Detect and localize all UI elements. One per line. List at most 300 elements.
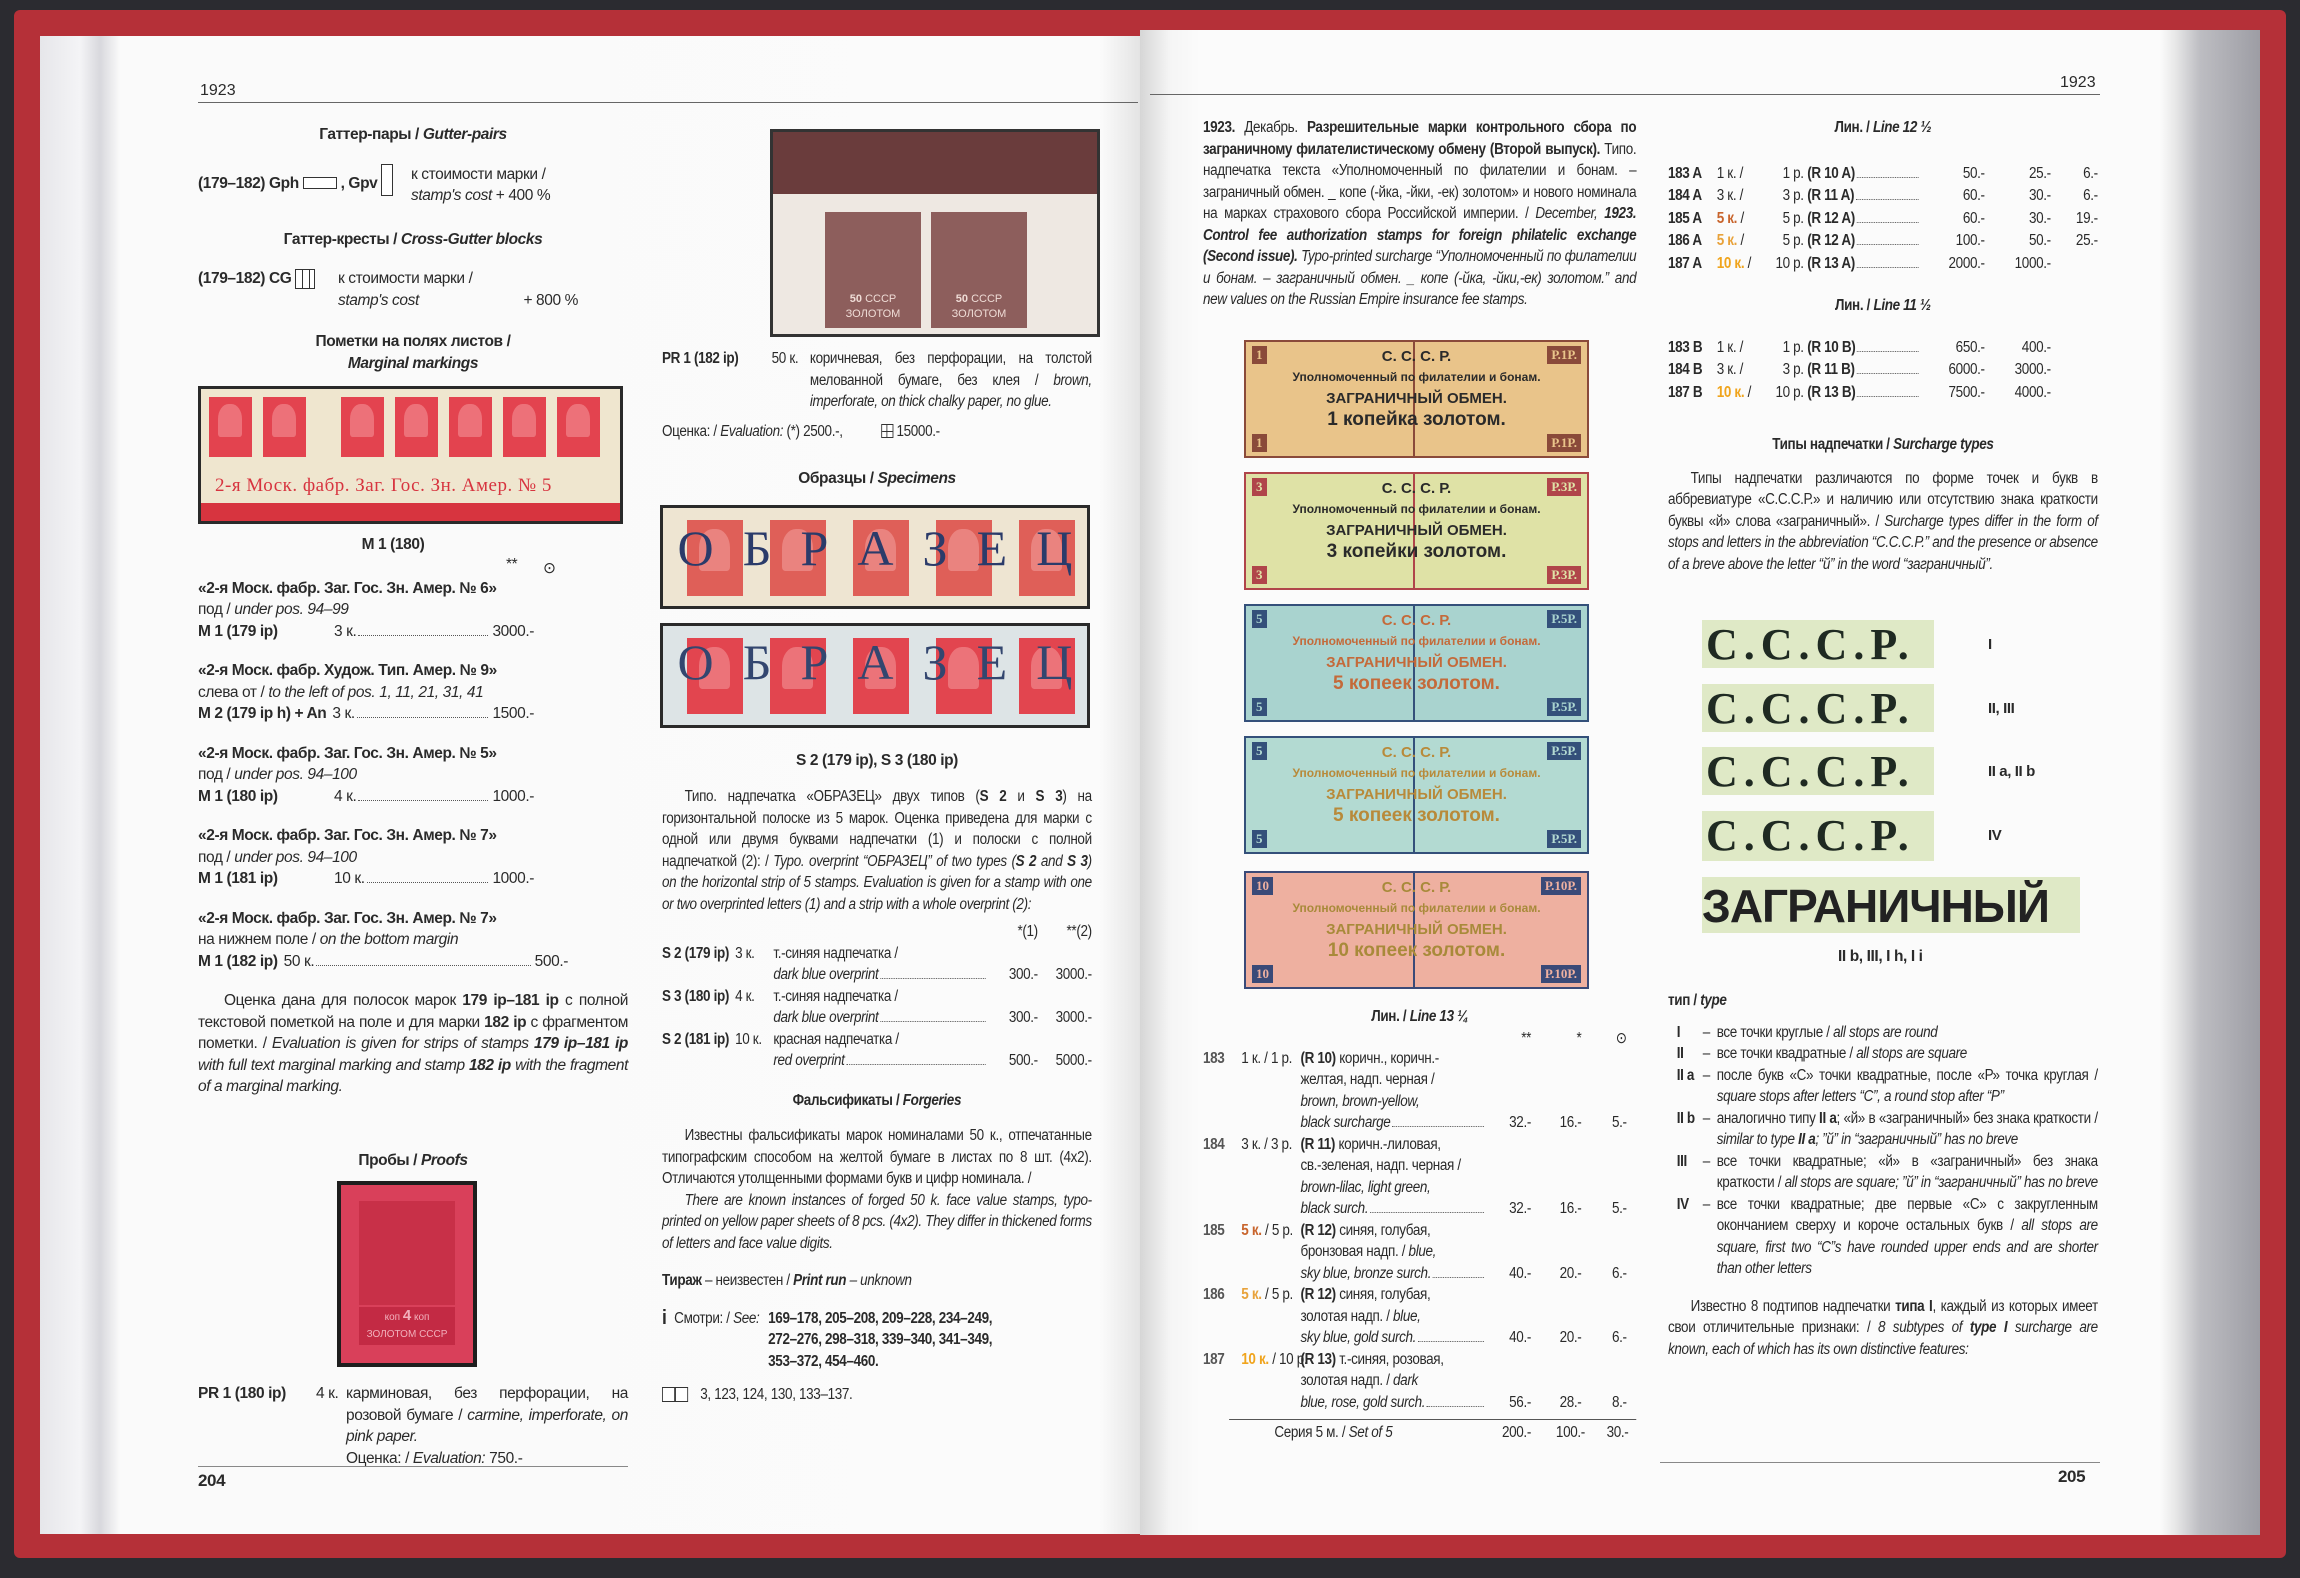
overprint-letter: А <box>857 520 894 576</box>
forgeries-ru <box>662 1125 1092 1190</box>
specimen-row <box>662 1029 1092 1051</box>
specimen-strip-s3 <box>660 623 1090 728</box>
catalog-number: 187 A <box>1668 254 1702 272</box>
left-column-2 <box>662 348 1092 442</box>
dash: – <box>1702 1109 1710 1127</box>
text-segment: Gutter-pairs <box>422 126 507 143</box>
text-segment: Типо. надпечатка «ОБРАЗЕЦ» двух типов ( <box>684 788 980 805</box>
surcharge-cccp: С. С. С. Р. <box>1381 879 1452 896</box>
surcharge-text <box>1246 742 1587 826</box>
new-face-value: 1 к. <box>1241 1049 1261 1067</box>
catalog-row <box>1668 230 2098 253</box>
new-face-value: 5 к. <box>1241 1221 1262 1239</box>
face-value-cell <box>1717 163 1771 186</box>
see-refs[interactable]: 169–178, 205–208, 209–228, 234–249, 272–276, 298–318, 339–340, 341–349, 353–372, 454–460. <box>768 1309 993 1370</box>
insurance-stamp <box>1244 604 1589 722</box>
entry-price: 500.- <box>534 952 568 970</box>
desc-text <box>1300 1327 1416 1349</box>
text-segment: brown, brown-yellow, <box>1300 1092 1420 1110</box>
text-segment: black surch. <box>1300 1200 1369 1217</box>
desc-text <box>1300 1222 1430 1239</box>
text-segment: и <box>1006 788 1036 805</box>
specimen-code: S 2 (181 ip) <box>662 1030 730 1048</box>
text-segment: 1923. Control fee authorization stamps for foreign philatelic exchange (Second issue). <box>1203 205 1637 265</box>
text-segment: sky blue, bronze surch. <box>1300 1264 1432 1282</box>
forgeries-en <box>662 1190 1092 1255</box>
dash: – <box>1702 1152 1710 1170</box>
dot-leader <box>1392 1126 1484 1127</box>
proof-stamp-image <box>337 1181 477 1367</box>
insurance-stamp <box>1244 340 1589 458</box>
dot-leader <box>880 1021 985 1022</box>
page-number-left: 204 <box>198 1471 226 1490</box>
face-value <box>1241 1134 1300 1220</box>
catalog-number: 186 A <box>1668 232 1702 249</box>
specimen-strip-s2 <box>660 505 1090 609</box>
face-value <box>1241 1048 1300 1134</box>
right-column-2 <box>1668 117 2098 575</box>
dot-leader <box>358 635 488 636</box>
specimen-desc-en: dark blue overprint <box>773 1009 879 1026</box>
surcharge-text <box>1246 877 1587 961</box>
text-segment: Типо. надпечатка текста «Уполномоченный по филателии и бонам. – заграничный обмен. _ копе (-йка, -йки, -ек) золотом» и нового номинала на марках страхового сбора Российской империи. / <box>1203 140 1637 222</box>
desc-text <box>1300 1286 1430 1303</box>
entry-title: «2-я Моск. фабр. Заг. Гос. Зн. Амер. № 7» <box>198 909 497 927</box>
text-segment: Известны фальсификаты марок номиналами 50 к., отпечатанные типографским способом на желтой бумаге в листах по 8 шт. (4x2). Отличаются утолщенными формами букв и цифр номинала. / <box>662 1127 1092 1187</box>
dot-leader <box>880 978 985 979</box>
text-segment: бронзовая надп. / <box>1300 1243 1409 1260</box>
text-segment: золотая надп. / <box>1300 1307 1394 1325</box>
overprint-letter: Ц <box>1036 634 1073 690</box>
old-value: 1 р. <box>1782 338 1804 356</box>
text-segment: синяя, голубая, <box>1335 1221 1431 1239</box>
catalog-row <box>1203 1048 1636 1134</box>
face-value-cell <box>1717 359 1771 382</box>
entry-price: 1000.- <box>492 787 534 805</box>
denomination-box: Р.10Р. <box>1541 877 1581 895</box>
page-number-right: 205 <box>2058 1467 2086 1486</box>
sample-type-label: II a, II b <box>1988 763 2035 780</box>
specimen-desc: красная надпечатка / <box>773 1030 899 1048</box>
denomination-box: Р.5Р. <box>1547 610 1581 628</box>
price: 6000.- <box>1948 361 1985 378</box>
catalog-number: 185 A <box>1668 209 1702 227</box>
type-label: IV <box>1676 1195 1689 1213</box>
denomination-box: Р.10Р. <box>1541 965 1581 983</box>
denomination-box: Р.5Р. <box>1547 830 1581 848</box>
text-segment: Forgeries <box>902 1091 962 1109</box>
text-segment: There are known instances of forged 50 k. face value stamps, typo-printed on yellow paper sheets of 8 pcs. (4x2). They differ in thickened forms of letters and face value digits. <box>662 1191 1092 1252</box>
face-value <box>1241 1284 1300 1349</box>
surcharge-line: Уполномоченный по филателии и бонам. <box>1292 901 1541 915</box>
stamp-country: СССР <box>971 293 1003 305</box>
overprint-letter: Б <box>742 520 772 576</box>
new-face-value: 3 к. <box>1716 361 1737 378</box>
text-segment: 1923. <box>1203 119 1236 136</box>
text-segment: Typo. overprint “ОБРАЗЕЦ” of two types ( <box>773 852 1016 870</box>
sample-type-label: IV <box>1988 827 2002 844</box>
text-segment: 750.- <box>485 1449 523 1467</box>
desc-text <box>1300 1308 1420 1325</box>
face-value-cell <box>1717 337 1771 360</box>
desc-line <box>1300 1370 1487 1392</box>
desc-text <box>1300 1157 1460 1174</box>
denomination-box: 10 <box>1252 965 1273 983</box>
col-mint: ** <box>506 555 518 573</box>
cccp-sample: С.С.С.Р. <box>1702 684 1934 732</box>
desc-text <box>1300 1372 1417 1389</box>
text-segment: все точки квадратные; две первые «С» с закругленным окончанием сверху и короче остальных букв / <box>1716 1195 2098 1234</box>
dot-leader <box>357 717 489 718</box>
catalog-row <box>1203 1134 1636 1220</box>
old-value: 10 р. <box>1775 383 1804 401</box>
marginal-heading-en: Marginal markings <box>347 354 479 372</box>
specimen-row-en <box>662 964 1092 986</box>
running-head-left: 1923 <box>200 82 236 99</box>
dot-leader <box>316 965 530 966</box>
text-segment: (R 10) <box>1300 1049 1336 1067</box>
col-header-2: **(2) <box>1066 923 1092 940</box>
denomination-box: 1 <box>1252 434 1267 452</box>
specimens-heading <box>662 468 1092 490</box>
catalog-row <box>1668 382 2098 405</box>
old-value: / 5 р. <box>1261 1221 1293 1239</box>
surcharge-line: ЗАГРАНИЧНЫЙ ОБМЕН. <box>1326 921 1507 938</box>
slash: / <box>1736 164 1744 182</box>
surcharge-line: Уполномоченный по филателии и бонам. <box>1292 766 1541 780</box>
desc-text <box>1300 1198 1368 1220</box>
gutter-text: к стоимости марки / <box>411 165 546 183</box>
zagranichny-sample: ЗАГРАНИЧНЫЙ <box>1702 877 2080 933</box>
proof-182-block-price: 15000.- <box>896 422 940 440</box>
entry-position <box>198 764 628 786</box>
catalog-desc <box>1300 1220 1487 1285</box>
proof-entry <box>198 1383 628 1469</box>
text-segment: Proofs <box>420 1152 468 1169</box>
text-segment: Оценка: / <box>662 422 721 440</box>
text-segment: similar to type <box>1716 1131 1799 1148</box>
dot-leader <box>846 1064 985 1065</box>
text-segment: (R 12) <box>1300 1221 1336 1239</box>
text-segment: Декабрь. <box>1235 119 1307 136</box>
price: 100.- <box>1555 1424 1585 1441</box>
cross-gutter-heading <box>198 229 628 251</box>
denomination-box: 3 <box>1252 566 1267 584</box>
marginal-entries <box>198 534 628 1098</box>
insurance-stamp <box>1244 871 1589 989</box>
old-value: 1 р. <box>1782 164 1804 182</box>
r-number: (R 12 A) <box>1807 232 1855 249</box>
slash: / <box>1744 383 1752 401</box>
text-segment: ; ”й” in “заграничный” has no breve <box>1815 1131 2018 1148</box>
left-column-1 <box>198 124 628 374</box>
price: 20.- <box>1559 1264 1582 1282</box>
text-segment: , каждый из которых имеет свои отличительные признаки: / <box>1668 1297 2098 1336</box>
stamp-gold: ЗОЛОТОМ <box>951 308 1007 320</box>
surcharge-value: 10 копеек золотом. <box>1327 940 1506 961</box>
denomination-box: Р.5Р. <box>1547 698 1581 716</box>
catalog-desc <box>1300 1134 1487 1220</box>
text-segment: – unknown <box>846 1272 912 1289</box>
catalog-row <box>1668 185 2098 208</box>
text-segment: 8 subtypes of <box>1878 1319 1970 1336</box>
face-value-cell <box>1717 382 1771 405</box>
marginal-note <box>198 990 628 1098</box>
entry-position <box>198 599 628 621</box>
cccp-sample: С.С.С.Р. <box>1702 620 1934 668</box>
price-1: 300.- <box>1008 966 1038 983</box>
gutter-pairs-entry <box>198 164 628 207</box>
text-segment: all stops are square <box>1856 1045 1967 1062</box>
marginal-entry <box>198 578 628 643</box>
desc-line <box>1300 1177 1487 1199</box>
text-segment: Surcharge types differ in the form of stops and letters in the abbreviation “C.C.C.P.” and the presence or absence of a breve above the letter “й” in the word “заграничный”. <box>1668 512 2098 573</box>
dot-leader <box>1370 1212 1484 1213</box>
price: 30.- <box>2028 187 2051 204</box>
text-segment: под / <box>198 848 235 866</box>
denomination-box: Р.5Р. <box>1547 742 1581 760</box>
proof-182-value: 50 к. <box>771 350 799 367</box>
insurance-stamp <box>1244 472 1589 590</box>
issue-intro <box>1203 117 1636 311</box>
text-segment: Line <box>1873 297 1900 314</box>
gutter-pct: + 400 % <box>495 187 551 204</box>
face-value-cell <box>1717 230 1771 253</box>
text-segment: under pos. 94–100 <box>234 766 357 783</box>
cross-gutter-entry <box>198 268 628 311</box>
specimen-row <box>662 986 1092 1008</box>
gutter-sep: , Gpv <box>340 174 378 192</box>
text-segment: Серия 5 м. / <box>1274 1424 1349 1441</box>
line-11-heading <box>1668 295 2098 317</box>
new-face-value: 3 к. <box>1241 1135 1261 1153</box>
text-segment: Пробы / <box>358 1152 421 1169</box>
price: 8.- <box>1611 1393 1627 1411</box>
text-segment: Лин. / <box>1834 297 1874 314</box>
type-label: II <box>1676 1045 1684 1062</box>
desc-line <box>1300 1349 1487 1371</box>
price: 50.- <box>1962 164 1985 182</box>
text-segment: all stops are round <box>1833 1023 1938 1041</box>
catalog-number: 184 A <box>1668 187 1702 204</box>
price: 40.- <box>1509 1264 1531 1282</box>
desc-text <box>1300 1263 1431 1285</box>
price-cols <box>1487 1263 1626 1285</box>
dash: – <box>1702 1023 1710 1041</box>
surcharge-value: 1 копейка золотом. <box>1327 409 1506 430</box>
dash: – <box>1702 1045 1710 1062</box>
text-segment: Образцы / <box>798 470 878 487</box>
text-segment: на нижнем поле / <box>198 931 320 948</box>
gutter-text-en: stamp's cost <box>411 187 492 204</box>
proof-182-code: PR 1 (182 ip) <box>662 350 739 367</box>
r-number: (R 10 A) <box>1807 164 1855 182</box>
surcharge-value: 3 копейки золотом. <box>1326 541 1507 562</box>
text-segment: blue, <box>1408 1243 1437 1260</box>
specimen-overprint <box>663 634 1087 690</box>
price: 40.- <box>1509 1329 1531 1346</box>
col-used: ⊙ <box>1615 1029 1627 1047</box>
price: 19.- <box>2075 209 2098 227</box>
text-segment: тип / <box>1668 992 1701 1009</box>
new-face-value: 5 к. <box>1716 209 1738 227</box>
price-1: 300.- <box>1008 1009 1038 1026</box>
marginal-strip-text: 2-я Моск. фабр. Заг. Гос. Зн. Амер. № 5 <box>215 475 552 496</box>
surcharge-line: ЗАГРАНИЧНЫЙ ОБМЕН. <box>1326 786 1507 803</box>
text-segment: под / <box>198 601 235 618</box>
old-value: 3 р. <box>1782 361 1804 378</box>
col-hinged: * <box>1576 1029 1582 1047</box>
text-segment: Evaluation is given for strips of stamps <box>271 1035 534 1052</box>
sample-type-label: I <box>1988 636 1992 653</box>
price-row <box>198 703 534 725</box>
proof-desc <box>346 1383 628 1448</box>
word-sample-caption: II b, III, I h, I i <box>1838 948 1923 965</box>
insurance-stamp <box>1244 736 1589 854</box>
entry-title: «2-я Моск. фабр. Худож. Тип. Амер. № 9» <box>198 662 497 679</box>
price: 650.- <box>1955 338 1985 356</box>
type-desc <box>1717 1065 2098 1108</box>
text-segment: 12 ½ <box>1899 119 1932 136</box>
text-segment: св.-зеленая, надп. черная / <box>1300 1157 1461 1174</box>
text-segment: II a <box>1819 1109 1837 1127</box>
denomination-box: Р.3Р. <box>1547 478 1581 496</box>
footer-rule <box>198 1466 628 1467</box>
overprint-letter: Р <box>800 520 829 576</box>
slash: / <box>1737 232 1744 249</box>
catalog-row <box>1668 208 2098 231</box>
surcharge-text <box>1246 610 1587 694</box>
price-row <box>198 951 568 973</box>
price-2: 5000.- <box>1055 1052 1092 1069</box>
text-segment: синяя, голубая, <box>1335 1286 1431 1303</box>
denomination-box: Р.1Р. <box>1547 434 1581 452</box>
text-segment: blue, <box>1393 1307 1421 1325</box>
proofs-heading <box>198 1150 628 1172</box>
price-cols <box>1487 1198 1626 1220</box>
face-value <box>1241 1349 1308 1414</box>
slash: / <box>1736 187 1744 204</box>
entry-price: 3000.- <box>492 622 534 640</box>
cccp-sample: С.С.С.Р. <box>1702 747 1934 795</box>
desc-text <box>1300 1071 1434 1088</box>
forgeries-heading <box>662 1090 1092 1112</box>
price: 20.- <box>1559 1329 1582 1346</box>
types-list <box>1668 990 2098 1360</box>
surcharge-text <box>1246 346 1587 430</box>
dot-leader <box>1857 177 1919 178</box>
catalog-number: 186 <box>1203 1286 1225 1303</box>
text-segment: Evaluation: <box>720 422 784 440</box>
specimen-row-en <box>662 1050 1092 1072</box>
literature-book-icon <box>662 1387 688 1402</box>
text-segment: Гаттер-кресты / <box>283 230 401 248</box>
denomination-box: 1 <box>1252 346 1267 364</box>
denomination-box: 3 <box>1252 478 1267 496</box>
text-segment: 179 ip–181 ip <box>462 992 559 1009</box>
surcharge-line: ЗАГРАНИЧНЫЙ ОБМЕН. <box>1326 522 1507 539</box>
text-segment: Лин. / <box>1371 1008 1410 1025</box>
specimen-value: 10 к. <box>735 1030 762 1048</box>
type-label: II a <box>1676 1066 1695 1084</box>
specimen-desc: т.-синяя надпечатка / <box>773 944 898 962</box>
dark-margin <box>773 132 1097 194</box>
text-segment: Specimens <box>877 470 956 487</box>
tablet-value: 4 <box>402 1307 412 1324</box>
price-cols <box>1487 1392 1626 1414</box>
text-segment: с фрагментом пометки. / <box>198 1013 628 1052</box>
desc-text <box>1300 1050 1438 1067</box>
text-segment: S 3 <box>1035 788 1063 805</box>
entry-title: «2-я Моск. фабр. Заг. Гос. Зн. Амер. № 5» <box>198 744 497 762</box>
text-segment: коричневая, без перфорации, на толстой мелованной бумаге, без клея / <box>809 350 1092 389</box>
running-head-right: 1923 <box>2060 74 2096 91</box>
price: 50.- <box>2028 232 2051 249</box>
text-segment: type <box>1700 992 1727 1009</box>
desc-text <box>1300 1136 1440 1153</box>
r-number: (R 10 B) <box>1807 338 1856 356</box>
desc-line <box>1300 1155 1487 1177</box>
stamp-brown-2 <box>931 212 1027 328</box>
r-number: (R 13 B) <box>1807 383 1856 401</box>
entry-code: M 1 (182 ip) <box>198 952 278 970</box>
desc-line <box>1300 1069 1487 1091</box>
text-segment: Print run <box>793 1272 847 1289</box>
face-value <box>1241 1220 1300 1285</box>
dot-leader <box>367 882 489 883</box>
overprint-letter: Е <box>976 634 1008 690</box>
face-value-cell <box>1717 253 1771 276</box>
price: 1000.- <box>2014 254 2051 272</box>
proof-code: PR 1 (180 ip) <box>198 1385 286 1402</box>
set-label <box>1229 1422 1487 1444</box>
type-row <box>1668 1022 2098 1044</box>
price-1: 500.- <box>1008 1052 1038 1069</box>
text-segment: under pos. 94–100 <box>234 848 357 866</box>
specimen-row-en <box>662 1007 1092 1029</box>
price: 6.- <box>1611 1329 1627 1346</box>
marginal-caption: M 1 (180) <box>361 536 425 553</box>
stamp <box>449 397 492 457</box>
desc-line <box>1300 1263 1487 1285</box>
catalog-number: 184 <box>1203 1135 1225 1153</box>
price: 32.- <box>1509 1114 1531 1131</box>
price: 60.- <box>1962 209 1985 227</box>
dot-leader <box>1433 1277 1484 1278</box>
text-segment: с полной текстовой пометкой на поле и для марки <box>198 992 628 1031</box>
catalog-number: 183 A <box>1668 164 1702 182</box>
type-row <box>1668 1065 2098 1108</box>
type-row <box>1668 1194 2098 1280</box>
text-segment: Гаттер-пары / <box>319 126 423 143</box>
desc-text <box>1300 1351 1443 1368</box>
literature-refs: 3, 123, 124, 130, 133–137. <box>700 1386 853 1403</box>
price: 30.- <box>2028 209 2051 227</box>
surcharge-line: Уполномоченный по филателии и бонам. <box>1292 634 1541 648</box>
proof-182-desc <box>810 348 1092 413</box>
set-total-row <box>1229 1419 1636 1444</box>
marginal-entry <box>198 908 628 973</box>
text-segment: Typo-printed surcharge “Уполномоченный по филателии и бонам. – заграничный обмен. _ копе (-йка, -йки,-ек) золотом.” and new values on the Russian Empire insurance fee stamps. <box>1203 248 1637 308</box>
specimen-row <box>662 943 1092 965</box>
margin-red-bar <box>201 503 620 521</box>
text-segment: Типы надпечатки различаются по форме точек и букв в аббревиатуре «С.С.С.Р.» и наличию или отсутствию знака краткости буквы «й» слова «заграничный». / <box>1668 469 2098 530</box>
text-segment: 182 ip <box>484 1013 527 1031</box>
surcharge-line: Уполномоченный по филателии и бонам. <box>1292 370 1541 384</box>
proof-value: 4 к. <box>316 1385 339 1402</box>
catalog-desc <box>1300 1349 1487 1414</box>
tablet-country: СССР <box>419 1329 448 1340</box>
